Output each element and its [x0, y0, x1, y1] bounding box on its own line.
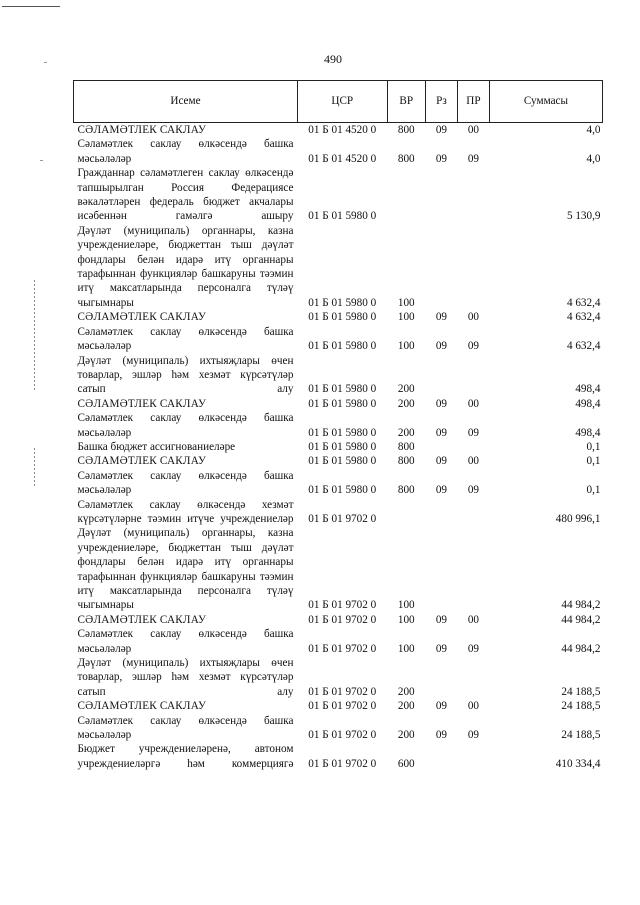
- page-number: 490: [324, 52, 342, 66]
- cell-csr: 01 Б 01 5980 0: [308, 484, 377, 497]
- cell-csr: 01 Б 01 5980 0: [308, 296, 377, 309]
- cell-rz: [425, 354, 457, 397]
- table-header: [74, 81, 603, 123]
- cell-csr: 01 Б 01 5980 0: [308, 455, 377, 468]
- table-body: [74, 123, 603, 772]
- cell-name: Дәүләт (муниципаль) ихтыяҗлары өчен товарлар, эшләр һәм хезмәт күрсәтүләр сатып алу: [77, 354, 294, 396]
- cell-vr: 100: [397, 311, 415, 324]
- cell-name: СӘЛАМӘТЛЕК САКЛАУ: [77, 613, 207, 626]
- cell-vr: 600: [397, 757, 415, 770]
- cell-name: Гражданнар сәламәтлеген саклау өлкәсендә тапшырылган Россия Федерациясе вәкаләтләрен федераль бюджет акчалары исәбеннән гамәлгә ашыру: [77, 167, 294, 223]
- cell-csr: 01 Б 01 5980 0: [308, 397, 377, 410]
- cell-pr: [457, 526, 489, 612]
- cell-sum: 4,0: [586, 152, 601, 165]
- cell-vr: 200: [397, 700, 415, 713]
- cell-pr: 09: [467, 152, 479, 165]
- cell-sum: 498,4: [575, 426, 601, 439]
- cell-csr: 01 Б 01 9702 0: [308, 729, 377, 742]
- cell-name: Сәламәтлек саклау өлкәсендә башка мәсьәләләр: [77, 469, 294, 497]
- cell-vr: [387, 498, 425, 527]
- cell-csr: 01 Б 01 9702 0: [308, 685, 377, 698]
- cell-name: Сәламәтлек саклау өлкәсендә башка мәсьәләләр: [77, 138, 294, 165]
- cell-csr: 01 Б 01 9702 0: [308, 700, 377, 713]
- cell-sum: 4 632,4: [566, 296, 601, 309]
- cell-name: СӘЛАМӘТЛЕК САКЛАУ: [77, 455, 207, 468]
- cell-name: Сәламәтлек саклау өлкәсендә башка мәсьәләләр: [77, 714, 294, 742]
- cell-name: Дәүләт (муниципаль) органнары, казна учреждениеләре, бюджеттан тыш дәүләт фондлары белән идарә итү органнары тарафыннан функцияләр башкаруны тәэмин итү максатларында персоналга түләү чыгымнары: [77, 527, 294, 612]
- table-row: [74, 742, 603, 771]
- cell-name: Сәламәтлек саклау өлкәсендә башка мәсьәләләр: [77, 412, 294, 439]
- header-sum: Суммасы: [489, 81, 602, 123]
- cell-name: Сәламәтлек саклау өлкәсендә хезмәт күрсәтүләрне тәэмин итүче учреждениеләр: [77, 498, 294, 525]
- cell-name: Дәүләт (муниципаль) ихтыяҗлары өчен товарлар, эшләр һәм хезмәт күрсәтүләр сатып алу: [77, 657, 294, 698]
- cell-pr: 09: [467, 642, 479, 655]
- margin-dash-mark: [34, 280, 35, 390]
- header-pr: ПР: [457, 81, 489, 123]
- cell-csr: 01 Б 01 4520 0: [308, 124, 377, 136]
- cell-pr: 00: [467, 397, 479, 410]
- table-row: [74, 454, 603, 468]
- cell-csr: 01 Б 01 5980 0: [308, 311, 377, 324]
- cell-rz: 09: [435, 397, 448, 410]
- header-name: Исеме: [74, 81, 298, 123]
- cell-pr: [457, 498, 489, 527]
- cell-name: СӘЛАМӘТЛЕК САКЛАУ: [77, 124, 207, 136]
- table-row: [74, 224, 603, 310]
- header-vr: ВР: [387, 81, 425, 123]
- cell-vr: 200: [397, 729, 415, 742]
- cell-rz: [425, 166, 457, 224]
- cell-pr: [457, 166, 489, 224]
- cell-vr: 800: [397, 455, 415, 468]
- cell-rz: 09: [435, 729, 448, 742]
- cell-sum: 4,0: [586, 124, 601, 136]
- cell-rz: 09: [435, 484, 448, 497]
- cell-vr: 100: [397, 599, 415, 612]
- table-row: [74, 440, 603, 454]
- cell-sum: 0,1: [586, 440, 601, 453]
- table-row: [74, 469, 603, 498]
- cell-pr: [457, 224, 489, 310]
- cell-pr: [457, 440, 489, 454]
- cell-name: СӘЛАМӘТЛЕК САКЛАУ: [77, 700, 207, 713]
- cell-csr: 01 Б 01 5980 0: [308, 340, 377, 353]
- cell-csr: 01 Б 01 9702 0: [308, 512, 377, 525]
- header-csr: ЦСР: [297, 81, 387, 123]
- table-row: [74, 656, 603, 699]
- cell-pr: [457, 656, 489, 699]
- cell-pr: 00: [467, 311, 479, 324]
- cell-rz: 09: [435, 152, 448, 165]
- margin-dash-mark: [34, 448, 35, 486]
- cell-vr: 100: [397, 613, 415, 626]
- cell-vr: 200: [397, 685, 415, 698]
- cell-pr: 09: [467, 484, 479, 497]
- table-row: [74, 137, 603, 166]
- cell-rz: 09: [435, 340, 448, 353]
- cell-sum: 44 984,2: [561, 599, 601, 612]
- table-row: [74, 166, 603, 224]
- cell-sum: 5 130,9: [566, 210, 601, 223]
- cell-sum: 410 334,4: [555, 757, 601, 770]
- cell-sum: 0,1: [586, 484, 601, 497]
- cell-pr: [457, 354, 489, 397]
- cell-vr: 800: [397, 124, 415, 136]
- cell-vr: 800: [397, 440, 415, 453]
- cell-pr: [457, 742, 489, 771]
- cell-csr: 01 Б 01 9702 0: [308, 599, 377, 612]
- top-rule: [2, 6, 60, 7]
- table-row: [74, 354, 603, 397]
- cell-name: Сәламәтлек саклау өлкәсендә башка мәсьәләләр: [77, 628, 294, 655]
- table-row: [74, 526, 603, 612]
- cell-pr: 09: [467, 729, 479, 742]
- cell-sum: 498,4: [575, 383, 601, 396]
- cell-rz: [425, 498, 457, 527]
- cell-pr: 09: [467, 426, 479, 439]
- cell-csr: 01 Б 01 9702 0: [308, 642, 377, 655]
- margin-dot: [40, 160, 43, 161]
- table-row: [74, 498, 603, 527]
- cell-csr: 01 Б 01 5980 0: [308, 440, 377, 453]
- cell-rz: [425, 656, 457, 699]
- cell-name: Сәламәтлек саклау өлкәсендә башка мәсьәләләр: [77, 325, 294, 353]
- cell-rz: [425, 440, 457, 454]
- cell-csr: 01 Б 01 5980 0: [308, 383, 377, 396]
- cell-csr: 01 Б 01 5980 0: [308, 426, 377, 439]
- cell-rz: 09: [435, 124, 448, 136]
- cell-name: Бюджет учреждениеләренә, автоном учреждениеләргә һәм коммерциягә: [77, 743, 294, 770]
- table-row: [74, 397, 603, 411]
- table-row: [74, 613, 603, 627]
- cell-pr: 00: [467, 455, 479, 468]
- budget-table: [73, 80, 603, 771]
- cell-csr: 01 Б 01 9702 0: [308, 757, 377, 770]
- cell-name: Башка бюджет ассигнованиеләре: [77, 440, 236, 453]
- cell-pr: 00: [467, 124, 479, 136]
- table-row: [74, 627, 603, 656]
- cell-vr: 100: [397, 340, 415, 353]
- cell-sum: 24 188,5: [561, 700, 601, 713]
- cell-sum: 24 188,5: [561, 729, 601, 742]
- cell-rz: 09: [435, 613, 448, 626]
- cell-rz: 09: [435, 700, 448, 713]
- cell-vr: 800: [397, 152, 415, 165]
- cell-vr: 800: [397, 484, 415, 497]
- header-rz: Рз: [425, 81, 457, 123]
- cell-rz: [425, 742, 457, 771]
- table-row: [74, 699, 603, 713]
- cell-sum: 4 632,4: [566, 340, 601, 353]
- table-row: [74, 411, 603, 440]
- cell-name: Дәүләт (муниципаль) органнары, казна учреждениеләре, бюджеттан тыш дәүләт фондлары белән идарә итү органнары тарафыннан функцияләр башкаруны тәэмин итү максатларында персоналга түләү чыгымнары: [77, 224, 294, 309]
- cell-sum: 4 632,4: [566, 311, 601, 324]
- table-row: [74, 714, 603, 743]
- cell-sum: 0,1: [586, 455, 601, 468]
- cell-vr: [387, 166, 425, 224]
- table-row: [74, 123, 603, 138]
- cell-vr: 200: [397, 383, 415, 396]
- cell-vr: 200: [397, 397, 415, 410]
- cell-vr: 100: [397, 642, 415, 655]
- cell-rz: 09: [435, 426, 448, 439]
- cell-pr: 09: [467, 340, 479, 353]
- cell-rz: 09: [435, 642, 448, 655]
- cell-rz: [425, 526, 457, 612]
- cell-csr: 01 Б 01 5980 0: [308, 210, 377, 223]
- cell-sum: 44 984,2: [561, 642, 601, 655]
- cell-csr: 01 Б 01 9702 0: [308, 613, 377, 626]
- cell-pr: 00: [467, 613, 479, 626]
- cell-rz: 09: [435, 311, 448, 324]
- cell-name: СӘЛАМӘТЛЕК САКЛАУ: [77, 397, 207, 410]
- cell-rz: [425, 224, 457, 310]
- cell-sum: 498,4: [575, 397, 601, 410]
- cell-vr: 100: [397, 296, 415, 309]
- cell-vr: 200: [397, 426, 415, 439]
- cell-pr: 00: [467, 700, 479, 713]
- cell-sum: 480 996,1: [555, 512, 601, 525]
- cell-sum: 44 984,2: [561, 613, 601, 626]
- cell-name: СӘЛАМӘТЛЕК САКЛАУ: [77, 311, 207, 324]
- cell-sum: 24 188,5: [561, 685, 601, 698]
- cell-csr: 01 Б 01 4520 0: [308, 152, 377, 165]
- cell-rz: 09: [435, 455, 448, 468]
- table-row: [74, 325, 603, 354]
- table-row: [74, 310, 603, 324]
